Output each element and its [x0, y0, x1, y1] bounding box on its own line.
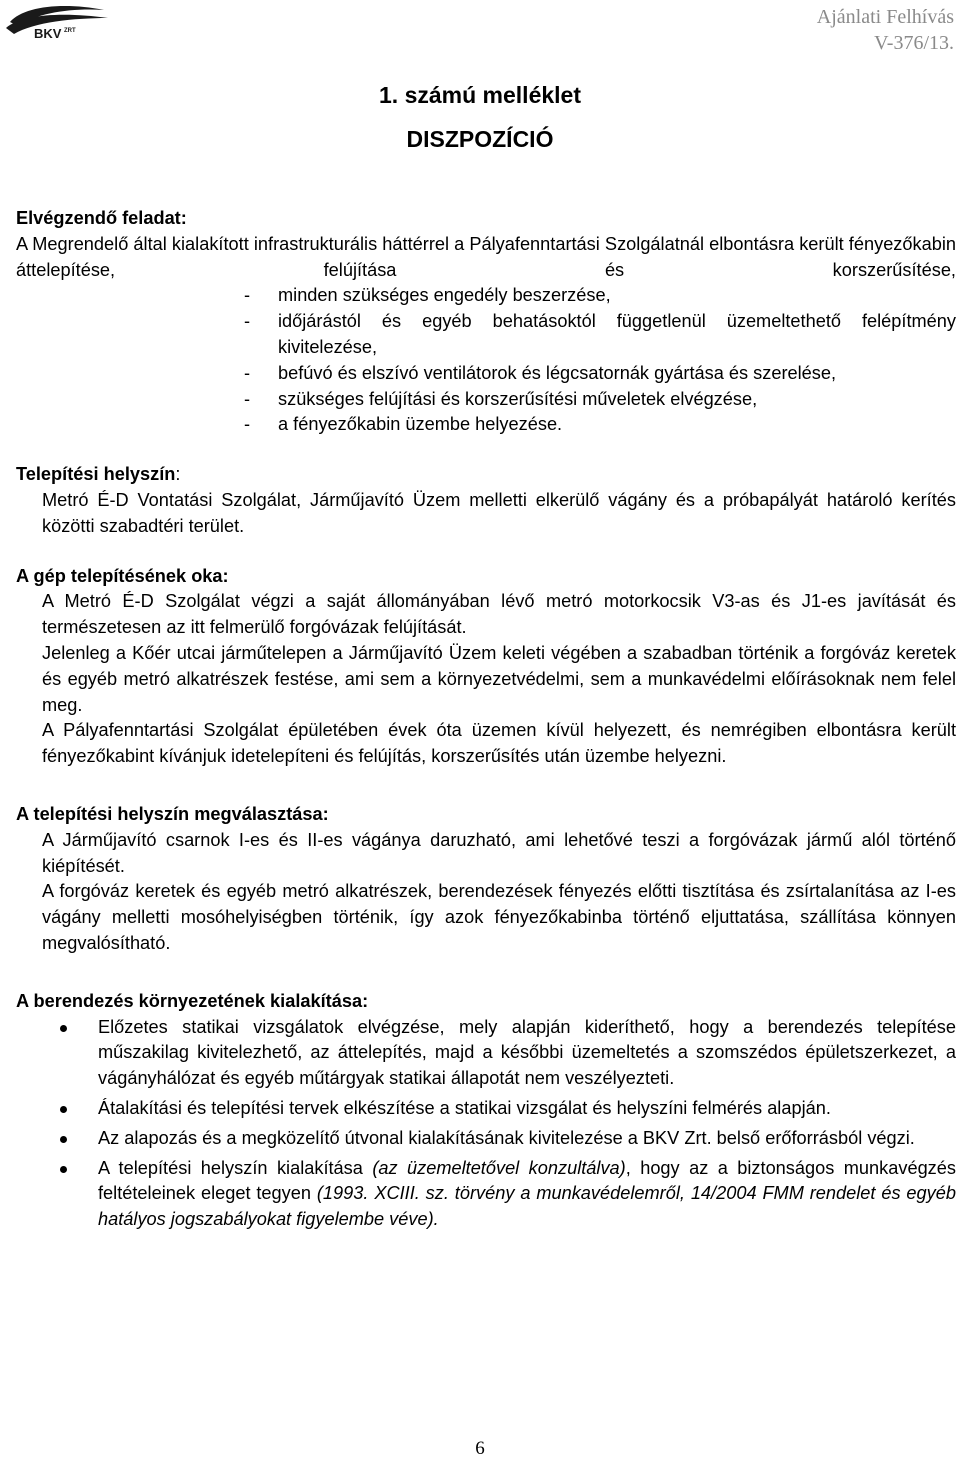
reason-heading: A gép telepítésének oka:	[16, 565, 229, 586]
section-location	[16, 462, 956, 539]
task-heading: Elvégzendő feladat:	[16, 208, 187, 228]
list-item: Az alapozás és a megközelítő útvonal kialakításának kivitelezése a BKV Zrt. belső erőforrásból végzi.	[98, 1126, 956, 1152]
header-document-info	[817, 4, 954, 56]
bullet-icon	[60, 1136, 67, 1143]
environment-heading: A berendezés környezetének kialakítása:	[16, 990, 369, 1011]
location-heading: Telepítési helyszín:	[16, 464, 181, 485]
header-doc-number: V-376/13.	[874, 32, 954, 54]
task-item: - szükséges felújítási és korszerűsítési műveletek elvégzése,	[244, 388, 758, 409]
task-item: - a fényezőkabin üzembe helyezése.	[244, 414, 563, 435]
task-item: - időjárástól és egyéb behatásoktól függetlenül üzemeltethető felépítmény kivitelezése,	[244, 311, 956, 357]
header-doc-type: Ajánlati Felhívás	[816, 6, 954, 28]
reason-paragraph-2: Jelenleg a Kőér utcai járműtelepen a Járműjavító Üzem keleti végében a szabadban történik a forgóváz keretek és egyéb metró alkatrészek festése, ami sem a környezetvédelmi, sem a munkavédelmi előírásoknak nem felel meg.	[42, 642, 956, 715]
environment-list	[16, 1015, 956, 1233]
bullet-icon	[60, 1166, 67, 1173]
bullet-icon	[60, 1025, 67, 1032]
site-choice-heading: A telepítési helyszín megválasztása:	[16, 803, 329, 824]
task-list	[16, 283, 956, 438]
reason-paragraph-3: A Pályafenntartási Szolgálat épületében évek óta üzemen kívül helyezett, és nemrégiben elbontásra került fényezőkabint kívánjuk idetelepíteni és felújítás, korszerűsítés után üzembe helyezni.	[42, 720, 956, 767]
task-item: - befúvó és elszívó ventilátorok és légcsatornák gyártása és szerelése,	[244, 362, 837, 383]
document-body	[16, 206, 956, 1233]
section-environment	[16, 989, 956, 1233]
page-number: 6	[475, 1438, 485, 1459]
svg-text:ZRT: ZRT	[64, 28, 76, 34]
bkv-logo	[4, 0, 112, 44]
bullet-icon	[60, 1106, 67, 1113]
page-subtitle: DISZPOZÍCIÓ	[406, 126, 554, 152]
list-item: Átalakítási és telepítési tervek elkészítése a statikai vizsgálat és helyszíni felmérés alapján.	[98, 1096, 956, 1122]
section-task	[16, 206, 956, 438]
reason-paragraph-1: A Metró É-D Szolgálat végzi a saját állományában lévő metró motorkocsik V3-as és J1-es javítását és természetesen az itt felmerülő forgóvázak felújítását.	[42, 591, 956, 638]
location-text: Metró É-D Vontatási Szolgálat, Járműjavító Üzem melletti elkerülő vágány és a próbapályát határoló kerítés közötti szabadtéri terület.	[42, 489, 956, 536]
list-item: A telepítési helyszín kialakítása (az üzemeltetővel konzultálva), hogy az a biztonságos munkavégzés feltételeinek eleget tegyen (1993. XCIII. sz. törvény a munkavédelemről, 14/2004 FMM rendelet és egyéb hatályos jogszabályokat figyelembe véve).	[98, 1156, 956, 1233]
section-reason	[16, 564, 956, 770]
svg-text:BKV: BKV	[34, 26, 62, 41]
section-site-choice	[16, 802, 956, 957]
list-item: Előzetes statikai vizsgálatok elvégzése, mely alapján kideríthető, hogy a berendezés telepítése műszakilag kivitelezhető, az áttelepítés, majd a későbbi üzemeltetés a szomszédos épületszerkezet, a vágányhálózat és egyéb műtárgyak statikai állapotát nem veszélyezteti.	[98, 1015, 956, 1092]
page-title: 1. számú melléklet	[379, 82, 581, 108]
task-item: - minden szükséges engedély beszerzése,	[244, 285, 611, 306]
site-choice-paragraph-1: A Járműjavító csarnok I-es és II-es vágánya daruzható, ami lehetővé teszi a forgóvázak jármű alól történő kiépítését.	[42, 829, 956, 876]
task-intro: A Megrendelő által kialakított infrastrukturális háttérrel a Pályafenntartási Szolgálatnál elbontásra került fényezőkabin áttelepítése, felújítása és korszerűsítése,	[16, 233, 956, 280]
site-choice-paragraph-2: A forgóváz keretek és egyéb metró alkatrészek, berendezések fényezés előtti tisztítása és zsírtalanítása az I-es vágány melletti mosóhelyiségben történik, így azok fényezőkabinba történő eljuttatása, szállítása könnyen megvalósítható.	[42, 881, 956, 953]
